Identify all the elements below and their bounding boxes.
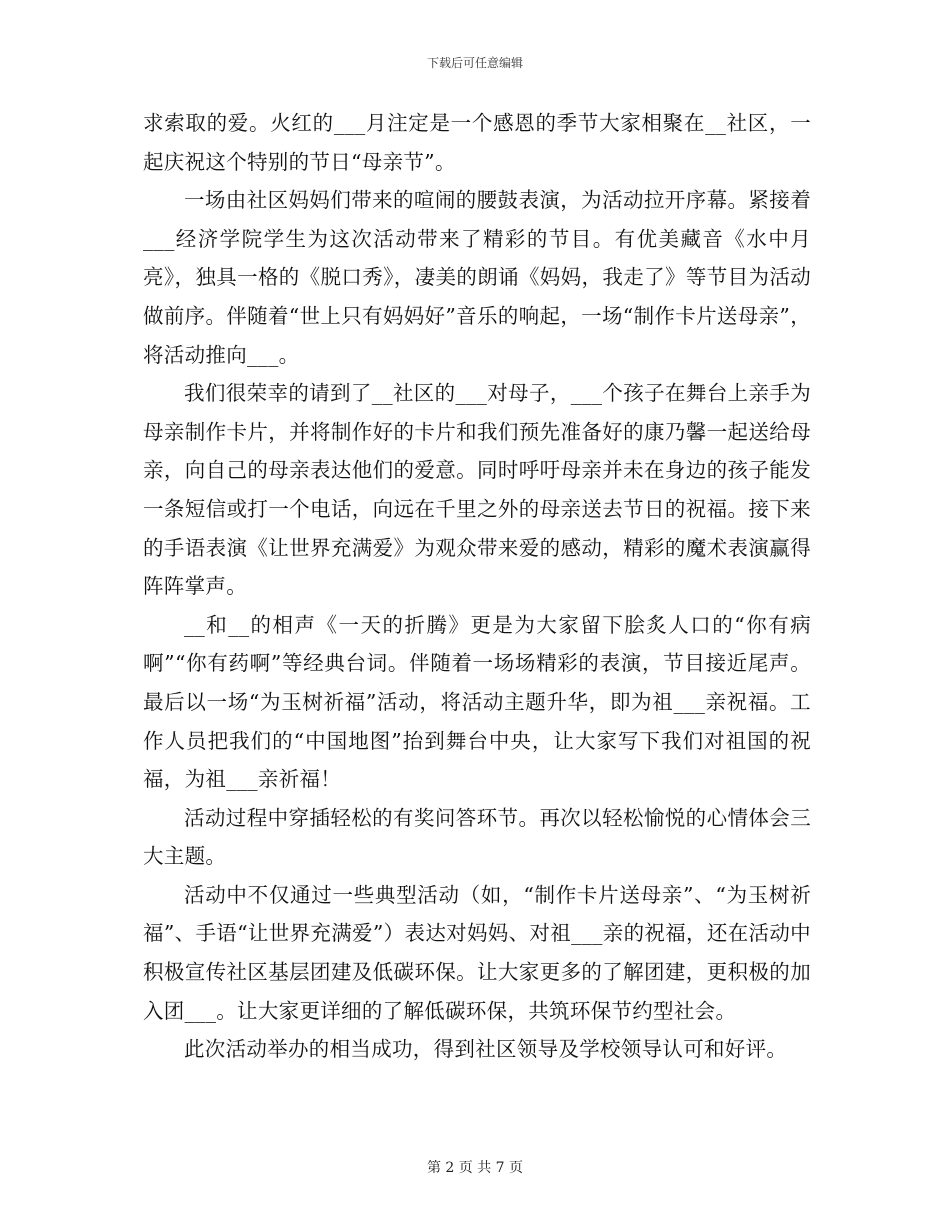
page-header: 下载后可任意编辑 [426, 56, 523, 70]
page-number: 第 2 页 共 7 页 [426, 1160, 524, 1176]
paragraph-6: 活动中不仅通过一些典型活动（如，“制作卡片送母亲”、“为玉树祈福”、手语“让世界充满爱”）表达对妈妈、对祖___亲的祝福，还在活动中积极宣传社区基层团建及低碳环保。让大家更多的了解团建，更积极的加入团___。让大家更详细的了解低碳环保，共筑环保节约型社会。 [143, 882, 811, 1023]
document-body [143, 104, 811, 1069]
paragraph-2: 一场由社区妈妈们带来的喧闹的腰鼓表演，为活动拉开序幕。紧接着___经济学院学生为这次活动带来了精彩的节目。有优美藏音《水中月亮》，独具一格的《脱口秀》，凄美的朗诵《妈妈，我走了》等节目为活动做前序。伴随着“世上只有妈妈好”音乐的响起，一场“制作卡片送母亲”，将活动推向___。 [143, 188, 811, 367]
paragraph-4: __和__的相声《一天的折腾》更是为大家留下脍炙人口的“你有病啊”“你有药啊”等经典台词。伴随着一场场精彩的表演，节目接近尾声。最后以一场“为玉树祈福”活动，将活动主题升华，即为祖___亲祝福。工作人员把我们的“中国地图”抬到舞台中央，让大家写下我们对祖国的祝福，为祖___亲祈福！ [143, 612, 811, 792]
paragraph-7: 此次活动举办的相当成功，得到社区领导及学校领导认可和好评。 [184, 1037, 788, 1062]
paragraph-1: 求索取的爱。火红的___月注定是一个感恩的季节大家相聚在__社区，一起庆祝这个特别的节日“母亲节”。 [143, 111, 811, 174]
paragraph-5: 活动过程中穿插轻松的有奖问答环节。再次以轻松愉悦的心情体会三大主题。 [143, 805, 811, 869]
paragraph-3: 我们很荣幸的请到了__社区的___对母子，___个孩子在舞台上亲手为母亲制作卡片，并将制作好的卡片和我们预先准备好的康乃馨一起送给母亲，向自己的母亲表达他们的爱意。同时呼吁母亲并未在身边的孩子能发一条短信或打一个电话，向远在千里之外的母亲送去节日的祝福。接下来的手语表演《让世界充满爱》为观众带来爱的感动，精彩的魔术表演赢得阵阵掌声。 [143, 381, 811, 599]
